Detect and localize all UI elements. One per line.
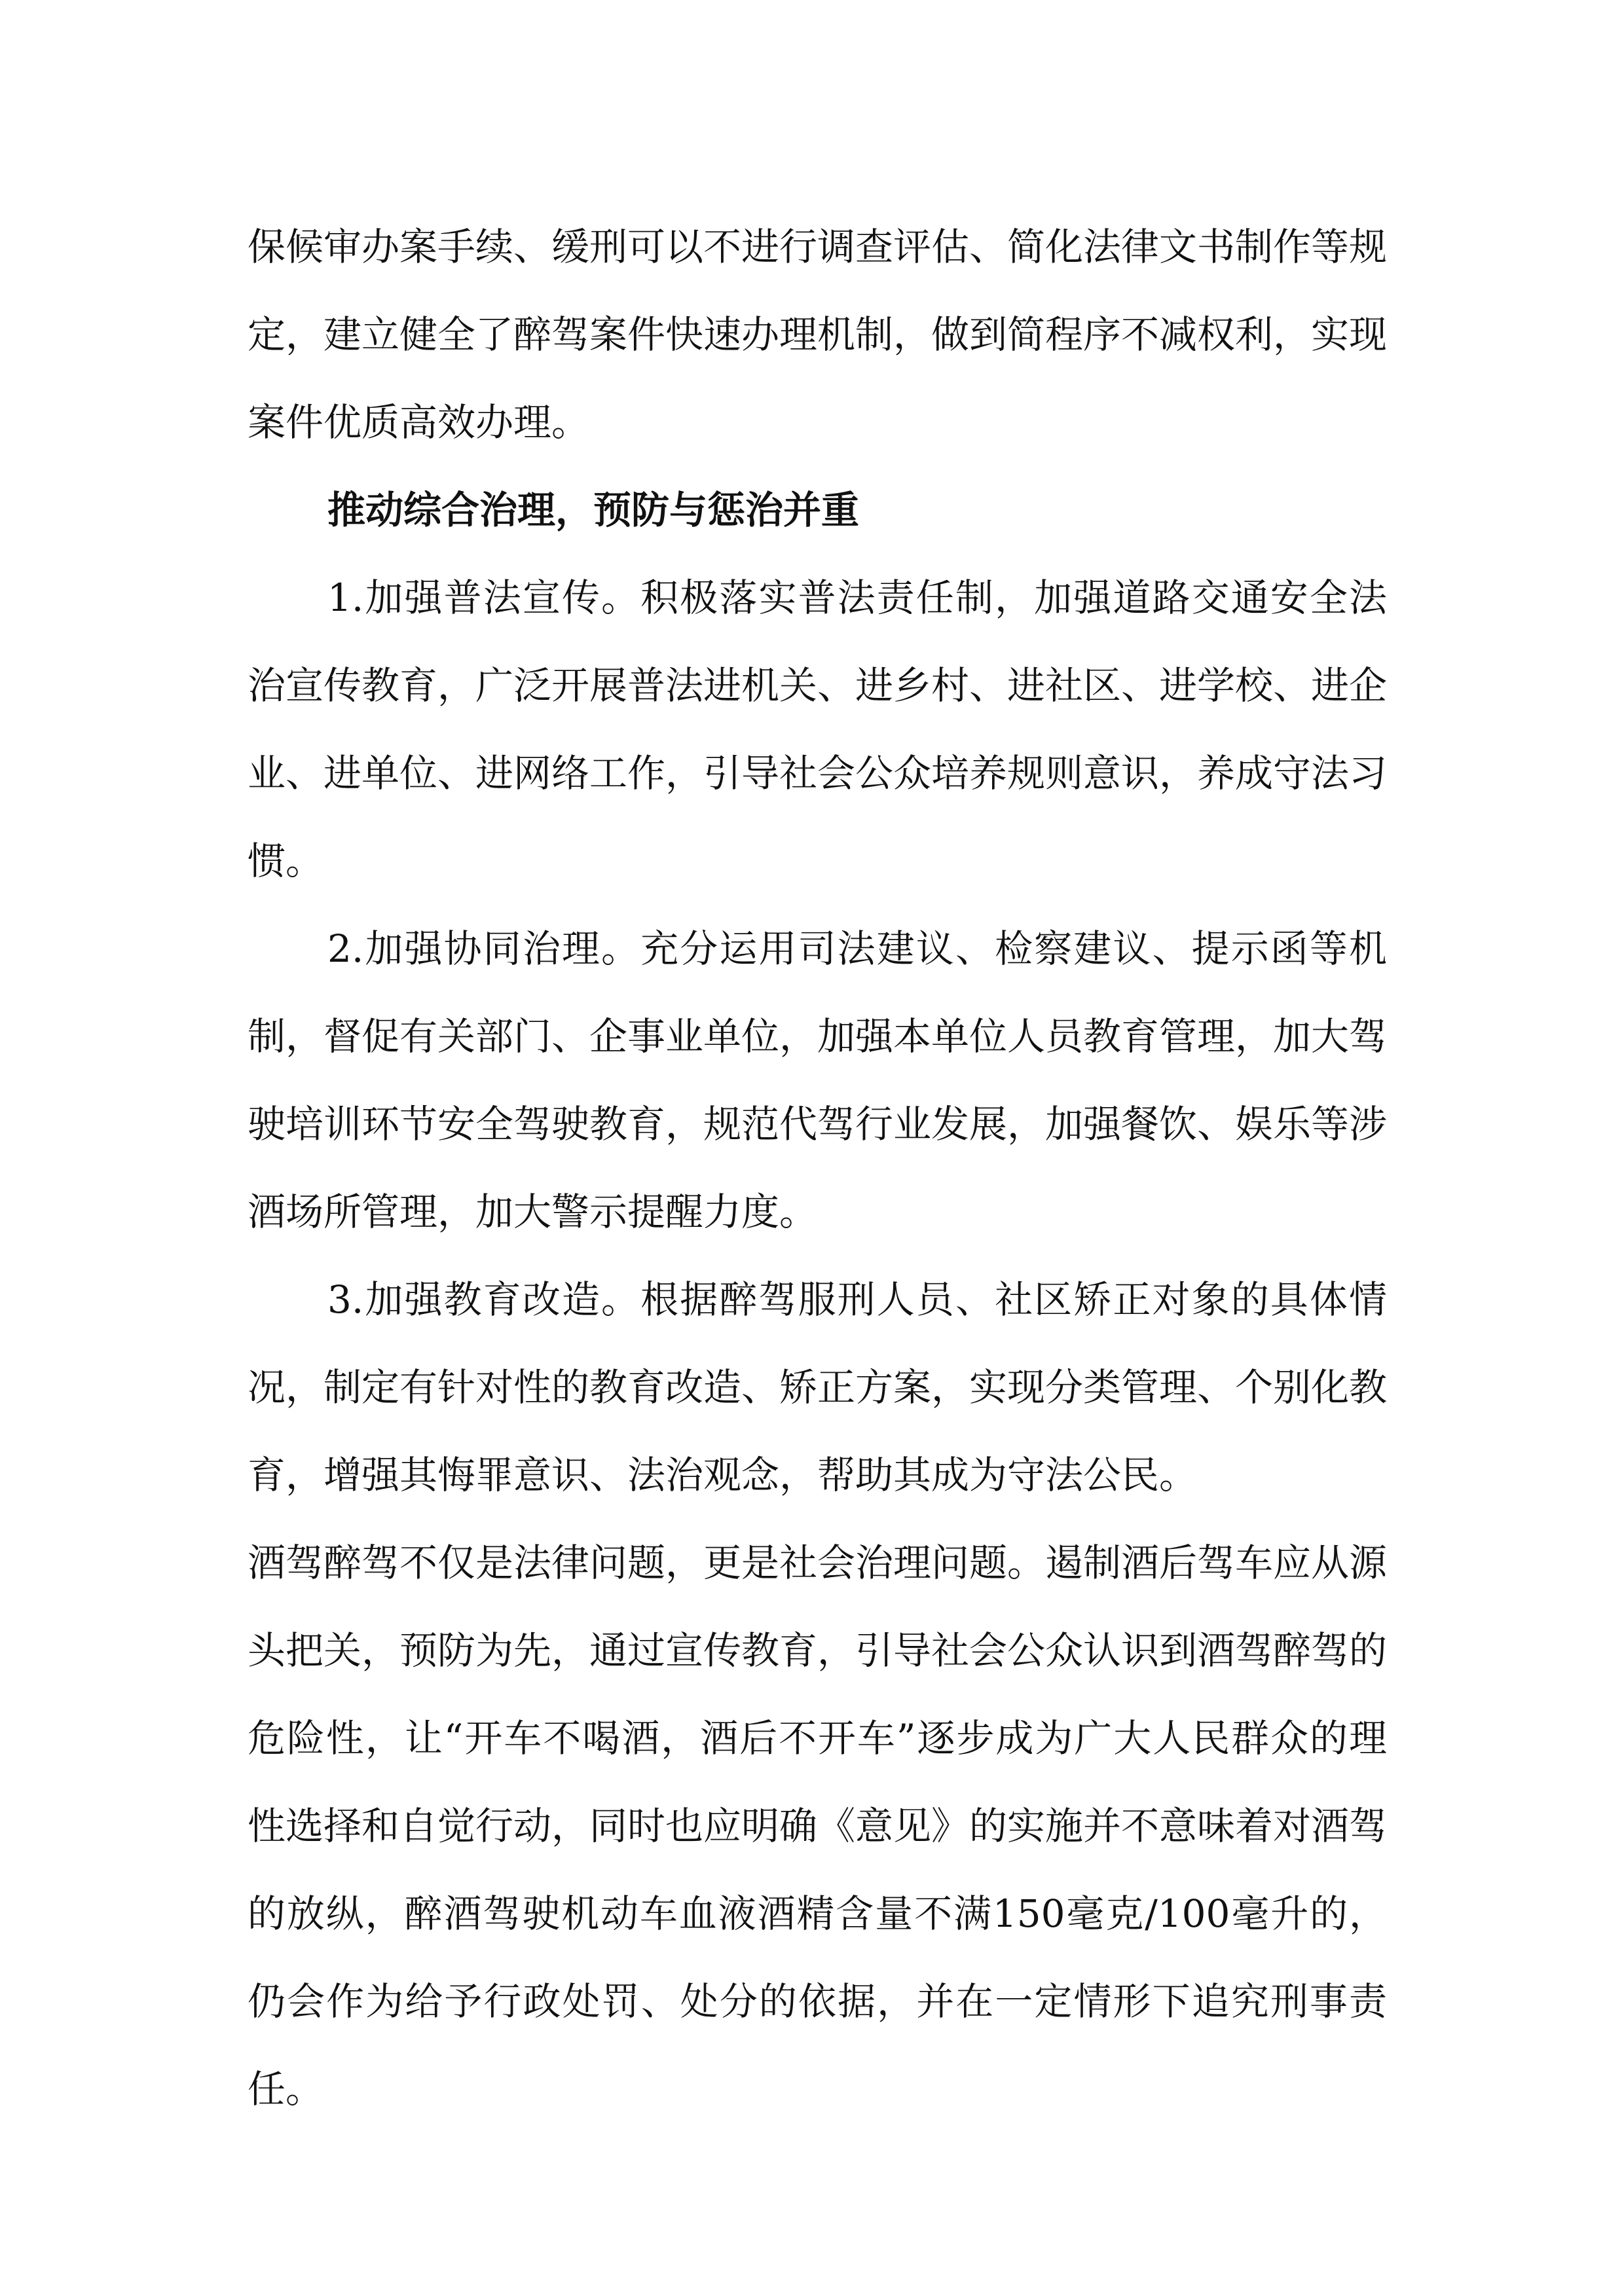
- paragraph-procedure-continuation: 保候审办案手续、缓刑可以不进行调查评估、简化法律文书制作等规定，建立健全了醉驾案件快速办理机制，做到简程序不减权利，实现案件优质高效办理。: [248, 225, 1388, 445]
- document-body: [248, 203, 1387, 2133]
- paragraph-collaborative-governance: 2.加强协同治理。充分运用司法建议、检察建议、提示函等机制，督促有关部门、企事业单位，加强本单位人员教育管理，加大驾驶培训环节安全驾驶教育，规范代驾行业发展，加强餐饮、娱乐等涉酒场所管理，加大警示提醒力度。: [248, 926, 1388, 1234]
- paragraph-conclusion: 酒驾醉驾不仅是法律问题，更是社会治理问题。遏制酒后驾车应从源头把关，预防为先，通过宣传教育，引导社会公众认识到酒驾醉驾的危险性，让“开车不喝酒，酒后不开车”逐步成为广大人民群众的理性选择和自觉行动，同时也应明确《意见》的实施并不意味着对酒驾的放纵，醉酒驾驶机动车血液酒精含量不满150毫克/100毫升的，仍会作为给予行政处罚、处分的依据，并在一定情形下追究刑事责任。: [248, 1540, 1388, 2111]
- paragraph-education-reform: 3.加强教育改造。根据醉驾服刑人员、社区矫正对象的具体情况，制定有针对性的教育改造、矫正方案，实现分类管理、个别化教育，增强其悔罪意识、法治观念，帮助其成为守法公民。: [248, 1277, 1388, 1497]
- section-heading: 推动综合治理，预防与惩治并重: [327, 488, 860, 532]
- paragraph-legal-publicity: 1.加强普法宣传。积极落实普法责任制，加强道路交通安全法治宣传教育，广泛开展普法进机关、进乡村、进社区、进学校、进企业、进单位、进网络工作，引导社会公众培养规则意识，养成守法习惯。: [248, 575, 1388, 883]
